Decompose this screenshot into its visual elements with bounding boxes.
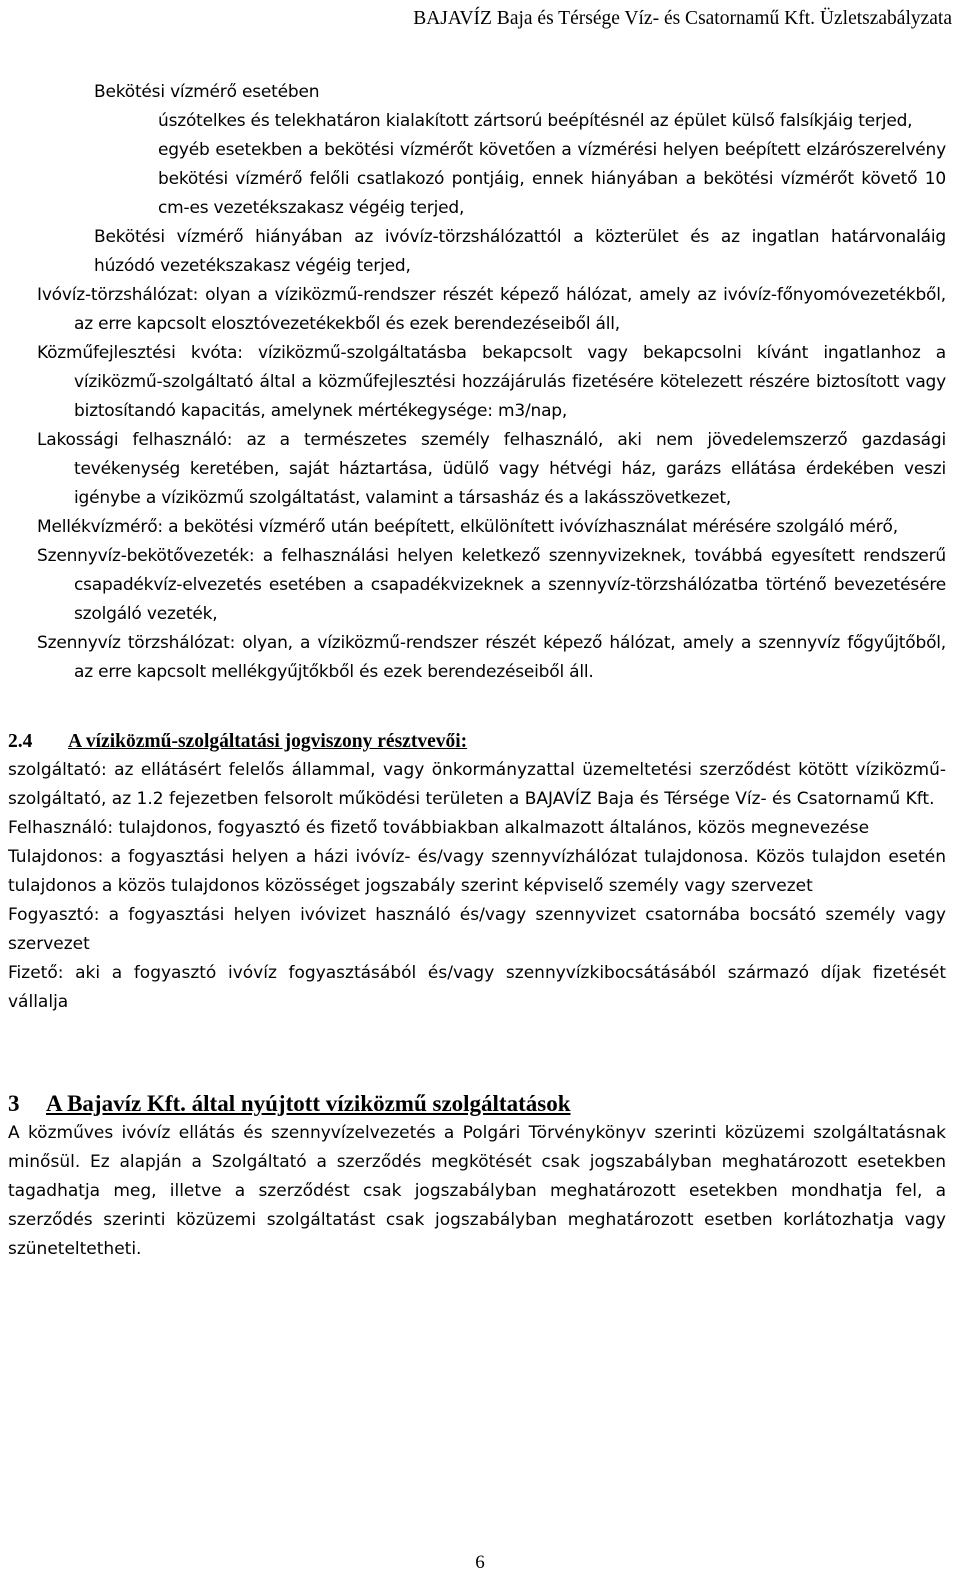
- section-3-body: A közműves ivóvíz ellátás és szennyvízelvezetés a Polgári Törvénykönyv szerinti közüzemi szolgáltatásnak minősül. Ez alapján a Szolgáltató a szerződés megkötését csak jogszabályban meghatározott esetekben tagadhatja meg, illetve a szerződést csak jogszabályban meghatározott esetekben mondhatja fel, a szerződés szerinti közüzemi szolgáltatást csak jogszabályban meghatározott esetben korlátozhatja vagy szüneteltetheti.: [8, 1123, 946, 1259]
- page-number: 6: [475, 1552, 485, 1573]
- section-3-heading: [8, 1089, 946, 1119]
- definition-szennyviz-torzshalozat: Szennyvíz törzshálózat: olyan, a víziközmű-rendszer részét képező hálózat, amely a szennyvíz főgyűjtőből, az erre kapcsolt mellékgyűjtőkből és ezek berendezéseiből áll.: [37, 633, 946, 682]
- definition-lakossagi-felhasznalo: Lakossági felhasználó: az a természetes személy felhasználó, aki nem jövedelemszerző gazdasági tevékenység keretében, saját háztartása, üdülő vagy hétvégi ház, garázs ellátása érdekében veszi igénybe a víziközmű szolgáltatást, valamint a társasház és a lakásszövetkezet,: [37, 430, 946, 508]
- participant-tulajdonos: Tulajdonos: a fogyasztási helyen a házi ivóvíz- és/vagy szennyvízhálózat tulajdonosa. Közös tulajdon esetén tulajdonos a közös tulajdonos közösséget jogszabály szerint képviselő személy vagy szervezet: [8, 847, 946, 896]
- definition-ivoviz-torzshalozat: Ivóvíz-törzshálózat: olyan a víziközmű-rendszer részét képező hálózat, amely az ivóvíz-főnyomóvezetékből, az erre kapcsolt elosztóvezetékekből és ezek berendezéseiből áll,: [37, 285, 946, 334]
- definition-bekotesi-b: egyéb esetekben a bekötési vízmérőt követően a vízmérési helyen beépített elzárószerelvény bekötési vízmérő felőli csatlakozó pontjáig, ennek hiányában a bekötési vízmérőt követő 10 cm-es vezetékszakasz végéig terjed,: [158, 140, 946, 218]
- definition-bekotesi-a: úszótelkes és telekhatáron kialakított zártsorú beépítésnél az épület külső falsíkjáig terjed,: [158, 111, 913, 131]
- definition-mellekvizmero: Mellékvízmérő: a bekötési vízmérő után beépített, elkülönített ivóvízhasználat mérésére szolgáló mérő,: [37, 517, 898, 537]
- document-body: [8, 78, 946, 1264]
- definition-bekotesi-hiany: Bekötési vízmérő hiányában az ivóvíz-törzshálózattól a közterület és az ingatlan határvonaláig húzódó vezetékszakasz végéig terjed,: [94, 227, 946, 276]
- section-number: 3: [8, 1091, 20, 1116]
- page-header: BAJAVÍZ Baja és Térsége Víz- és Csatornamű Kft. Üzletszabályzata: [413, 8, 952, 29]
- participant-szolgaltato: szolgáltató: az ellátásért felelős állammal, vagy önkormányzattal üzemeltetési szerződést kötött víziközmű-szolgáltató, az 1.2 fejezetben felsorolt működési területen a BAJAVÍZ Baja és Térsége Víz- és Csatornamű Kft.: [8, 760, 946, 809]
- participant-felhasznalo: Felhasználó: tulajdonos, fogyasztó és fizető továbbiakban alkalmazott általános, közös megnevezése: [8, 818, 870, 838]
- definition-szennyviz-bekotovezetek: Szennyvíz-bekötővezeték: a felhasználási helyen keletkező szennyvizeknek, továbbá egyesített rendszerű csapadékvíz-elvezetés esetében a csapadékvizeknek a szennyvíz-törzshálózatba történő bevezetésére szolgáló vezeték,: [37, 546, 946, 624]
- section-title: A Bajavíz Kft. által nyújtott víziközmű szolgáltatások: [46, 1091, 571, 1116]
- participant-fogyaszto: Fogyasztó: a fogyasztási helyen ivóvizet használó és/vagy szennyvizet csatornába bocsátó személy vagy szervezet: [8, 905, 946, 954]
- definition-kozmufejlesztesi-kvota: Közműfejlesztési kvóta: víziközmű-szolgáltatásba bekapcsolt vagy bekapcsolni kívánt ingatlanhoz a víziközmű-szolgáltató által a közműfejlesztési hozzájárulás fizetésére kötelezett részére biztosított vagy biztosítandó kapacitás, amelynek mértékegysége: m3/nap,: [37, 343, 946, 421]
- definition-bekotesi-intro: Bekötési vízmérő esetében: [94, 82, 320, 102]
- section-2-4-heading: [8, 727, 946, 756]
- section-number: 2.4: [8, 731, 33, 752]
- section-title: A víziközmű-szolgáltatási jogviszony résztvevői:: [68, 731, 468, 752]
- participant-fizeto: Fizető: aki a fogyasztó ivóvíz fogyasztásából és/vagy szennyvízkibocsátásából származó díjak fizetését vállalja: [8, 963, 946, 1012]
